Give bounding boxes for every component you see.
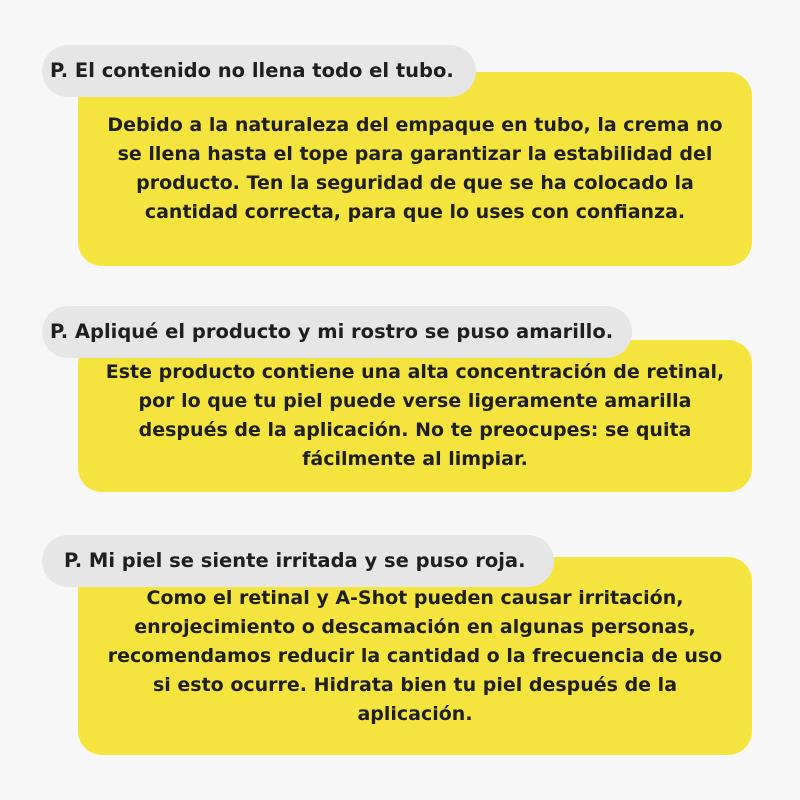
question-bubble-3 (42, 535, 554, 587)
question-text-3: P. Mi piel se siente irritada y se puso roja. (64, 549, 526, 572)
answer-text-1: Debido a la naturaleza del empaque en tubo, la crema no se llena hasta el tope para garantizar la estabilidad del producto. Ten la seguridad de que se ha colocado la cantidad correcta, para que lo uses con confianza. (107, 114, 723, 223)
question-text-1: P. El contenido no llena todo el tubo. (50, 59, 454, 82)
question-bubble-2 (42, 306, 632, 358)
answer-bubble-2 (78, 340, 752, 492)
answer-text-3: Como el retinal y A-Shot pueden causar irritación, enrojecimiento o descamación en algunas personas, recomendamos reducir la cantidad o la frecuencia de uso si esto ocurre. Hidrata bien tu piel después de la aplicación. (107, 586, 723, 725)
question-text-2: P. Apliqué el producto y mi rostro se puso amarillo. (50, 320, 614, 343)
question-bubble-1 (42, 45, 476, 97)
answer-bubble-1 (78, 72, 752, 266)
answer-text-2: Este producto contiene una alta concentración de retinal, por lo que tu piel puede verse ligeramente amarilla después de la aplicación. No te preocupes: se quita fácilmente al limpiar. (105, 361, 725, 470)
